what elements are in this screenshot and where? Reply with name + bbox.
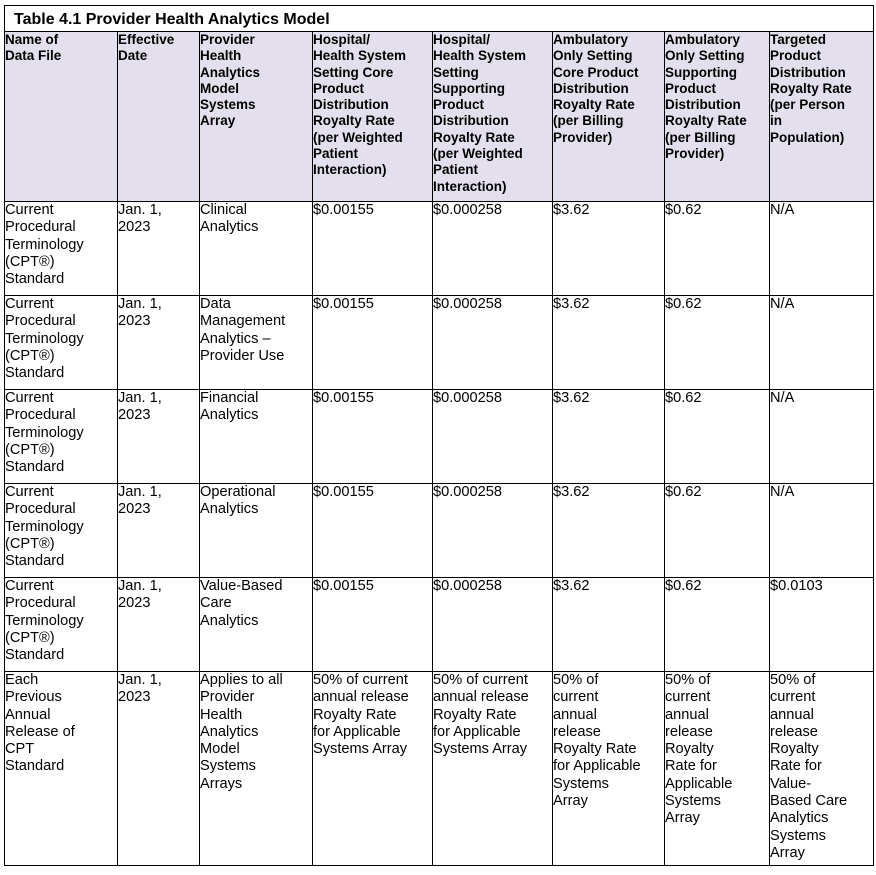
cell-effective-date: Jan. 1, 2023 — [118, 390, 200, 484]
cell-systems-array: Operational Analytics — [200, 484, 313, 578]
cell-systems-array: Data Management Analytics – Provider Use — [200, 296, 313, 390]
cell-effective-date: Jan. 1, 2023 — [118, 484, 200, 578]
cell-ambulatory-supporting-rate: $0.62 — [665, 390, 770, 484]
cell-hospital-core-rate: 50% of current annual release Royalty Rate for Applicable Systems Array — [313, 672, 433, 866]
table-title: Table 4.1 Provider Health Analytics Model — [5, 6, 874, 32]
cell-systems-array: Financial Analytics — [200, 390, 313, 484]
header-row — [5, 32, 874, 202]
table-row — [5, 296, 874, 390]
cell-ambulatory-core-rate: $3.62 — [553, 578, 665, 672]
cell-ambulatory-supporting-rate: $0.62 — [665, 202, 770, 296]
cell-ambulatory-core-rate: $3.62 — [553, 202, 665, 296]
cell-data-file: Current Procedural Terminology (CPT®) Standard — [5, 202, 118, 296]
cell-data-file: Current Procedural Terminology (CPT®) Standard — [5, 484, 118, 578]
cell-ambulatory-core-rate: $3.62 — [553, 296, 665, 390]
cell-hospital-supporting-rate: 50% of current annual release Royalty Rate for Applicable Systems Array — [433, 672, 553, 866]
cell-targeted-rate: N/A — [770, 296, 874, 390]
cell-ambulatory-supporting-rate: $0.62 — [665, 484, 770, 578]
cell-targeted-rate: 50% of current annual release Royalty Rate for Value- Based Care Analytics Systems Array — [770, 672, 874, 866]
cell-ambulatory-core-rate: 50% of current annual release Royalty Rate for Applicable Systems Array — [553, 672, 665, 866]
column-header-hospital-supporting-rate: Hospital/ Health System Setting Supporting Product Distribution Royalty Rate (per Weighted Patient Interaction) — [433, 32, 553, 202]
cell-ambulatory-core-rate: $3.62 — [553, 390, 665, 484]
cell-hospital-core-rate: $0.00155 — [313, 578, 433, 672]
table-row — [5, 202, 874, 296]
cell-effective-date: Jan. 1, 2023 — [118, 578, 200, 672]
cell-data-file: Current Procedural Terminology (CPT®) Standard — [5, 578, 118, 672]
column-header-effective-date: Effective Date — [118, 32, 200, 202]
provider-health-analytics-table — [4, 5, 874, 866]
cell-hospital-supporting-rate: $0.000258 — [433, 578, 553, 672]
cell-data-file: Current Procedural Terminology (CPT®) Standard — [5, 390, 118, 484]
cell-effective-date: Jan. 1, 2023 — [118, 202, 200, 296]
cell-systems-array: Applies to all Provider Health Analytics Model Systems Arrays — [200, 672, 313, 866]
cell-ambulatory-supporting-rate: $0.62 — [665, 296, 770, 390]
table-row — [5, 390, 874, 484]
cell-hospital-supporting-rate: $0.000258 — [433, 390, 553, 484]
column-header-hospital-core-rate: Hospital/ Health System Setting Core Product Distribution Royalty Rate (per Weighted Patient Interaction) — [313, 32, 433, 202]
table-row — [5, 672, 874, 866]
cell-data-file: Current Procedural Terminology (CPT®) Standard — [5, 296, 118, 390]
cell-ambulatory-core-rate: $3.62 — [553, 484, 665, 578]
cell-hospital-supporting-rate: $0.000258 — [433, 296, 553, 390]
cell-data-file: Each Previous Annual Release of CPT Standard — [5, 672, 118, 866]
column-header-ambulatory-core-rate: Ambulatory Only Setting Core Product Distribution Royalty Rate (per Billing Provider) — [553, 32, 665, 202]
cell-hospital-core-rate: $0.00155 — [313, 202, 433, 296]
table-row — [5, 578, 874, 672]
cell-ambulatory-supporting-rate: 50% of current annual release Royalty Rate for Applicable Systems Array — [665, 672, 770, 866]
column-header-targeted-rate: Targeted Product Distribution Royalty Rate (per Person in Population) — [770, 32, 874, 202]
cell-effective-date: Jan. 1, 2023 — [118, 296, 200, 390]
cell-hospital-supporting-rate: $0.000258 — [433, 202, 553, 296]
cell-systems-array: Value-Based Care Analytics — [200, 578, 313, 672]
column-header-systems-array: Provider Health Analytics Model Systems Array — [200, 32, 313, 202]
cell-hospital-supporting-rate: $0.000258 — [433, 484, 553, 578]
cell-hospital-core-rate: $0.00155 — [313, 484, 433, 578]
cell-hospital-core-rate: $0.00155 — [313, 296, 433, 390]
column-header-ambulatory-supporting-rate: Ambulatory Only Setting Supporting Product Distribution Royalty Rate (per Billing Provider) — [665, 32, 770, 202]
cell-targeted-rate: $0.0103 — [770, 578, 874, 672]
cell-ambulatory-supporting-rate: $0.62 — [665, 578, 770, 672]
cell-targeted-rate: N/A — [770, 484, 874, 578]
cell-effective-date: Jan. 1, 2023 — [118, 672, 200, 866]
cell-targeted-rate: N/A — [770, 202, 874, 296]
table-row — [5, 484, 874, 578]
cell-systems-array: Clinical Analytics — [200, 202, 313, 296]
cell-targeted-rate: N/A — [770, 390, 874, 484]
cell-hospital-core-rate: $0.00155 — [313, 390, 433, 484]
column-header-data-file: Name of Data File — [5, 32, 118, 202]
